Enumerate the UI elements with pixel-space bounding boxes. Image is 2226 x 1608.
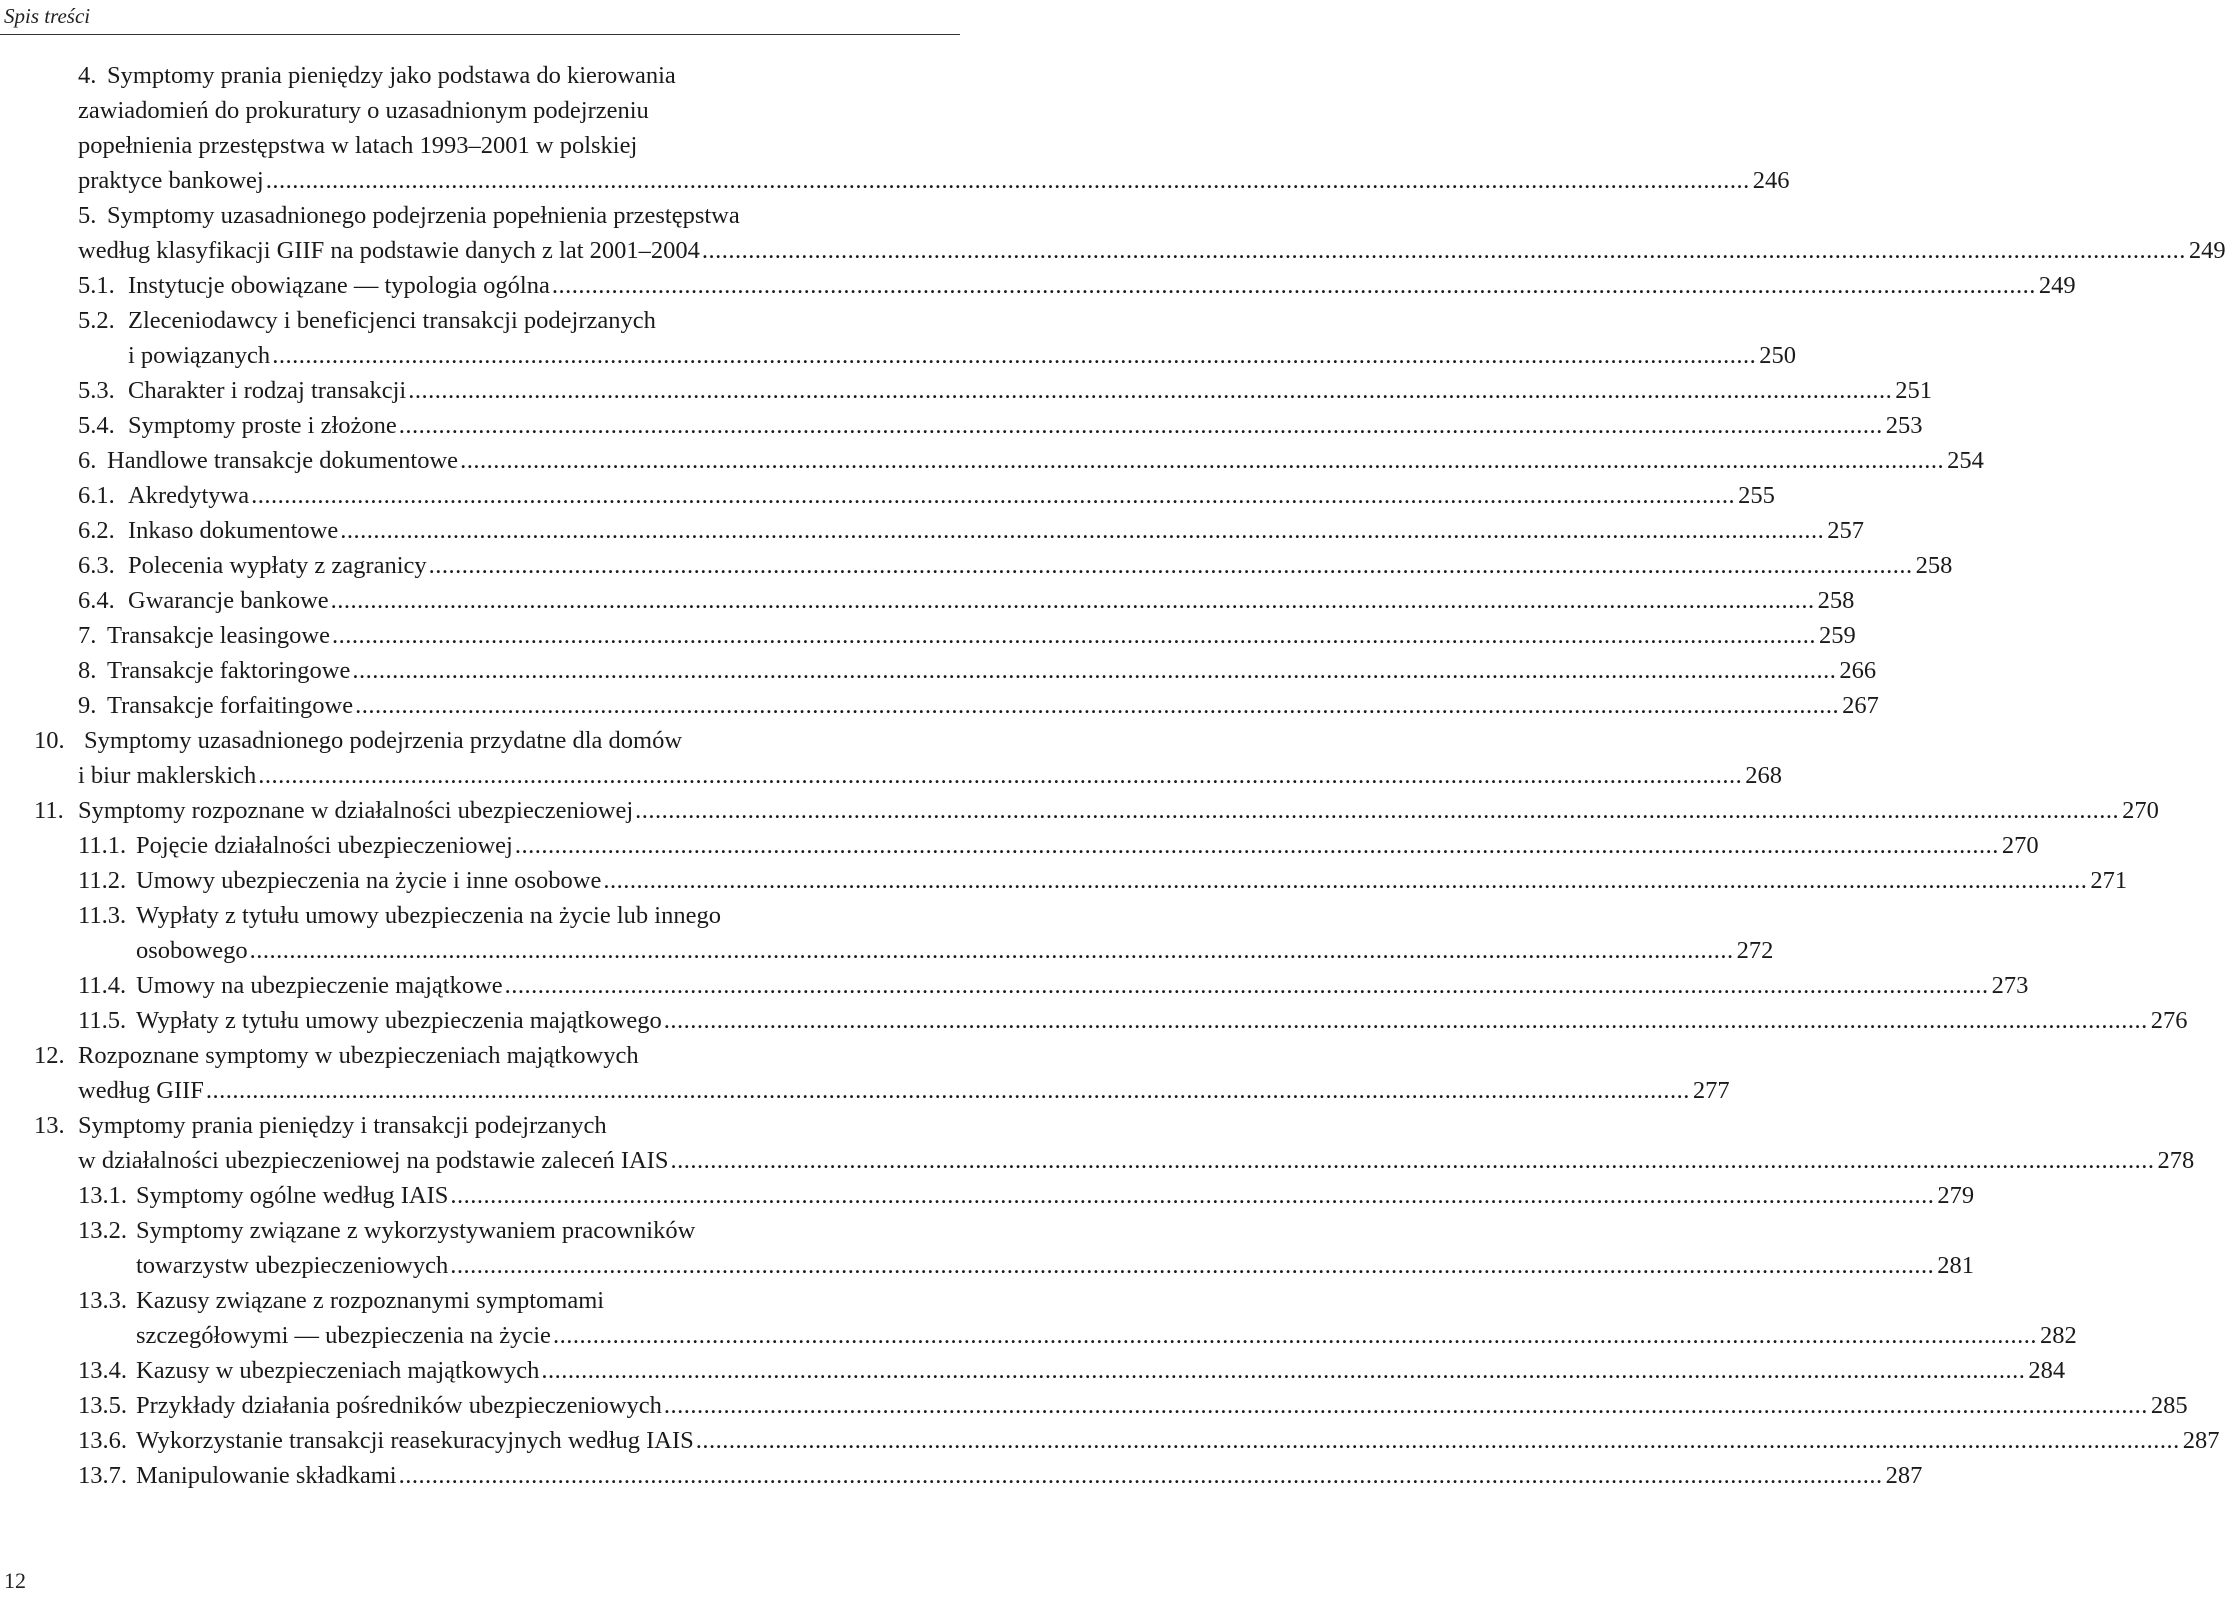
page-number: 12 bbox=[4, 1568, 26, 1593]
toc-line bbox=[0, 303, 960, 338]
toc-entry-title: Wypłaty z tytułu umowy ubezpieczenia na życie lub innego bbox=[136, 902, 721, 929]
toc-entry-title: Symptomy proste i złożone bbox=[128, 412, 397, 439]
toc-entry-title: w działalności ubezpieczeniowej na podstawie zaleceń IAIS bbox=[78, 1147, 669, 1174]
toc-line bbox=[0, 408, 1923, 443]
toc-page-number[interactable]: 254 bbox=[1947, 447, 1984, 474]
toc-entry-title: Inkaso dokumentowe bbox=[128, 517, 339, 544]
toc-line bbox=[0, 1458, 1923, 1493]
toc-page-number[interactable]: 268 bbox=[1745, 762, 1783, 789]
toc-line bbox=[0, 653, 1877, 688]
toc-entry-number: 13.7. bbox=[78, 1462, 127, 1489]
toc-leader-dots bbox=[266, 163, 1750, 198]
toc-line bbox=[0, 1038, 960, 1073]
toc-entry-number: 13.3. bbox=[78, 1287, 127, 1314]
toc-page-number[interactable]: 258 bbox=[1817, 587, 1855, 614]
toc-entry-number: 7. bbox=[78, 622, 97, 649]
toc-entry-number: 5.3. bbox=[78, 377, 115, 404]
toc-line bbox=[0, 618, 1856, 653]
toc-leader-dots bbox=[352, 653, 1836, 688]
toc-line bbox=[0, 968, 2029, 1003]
toc-leader-dots bbox=[250, 933, 1734, 968]
toc-entry-number: 13.4. bbox=[78, 1357, 127, 1384]
toc-entry-number: 5.4. bbox=[78, 412, 115, 439]
toc-line bbox=[0, 373, 1932, 408]
toc-leader-dots bbox=[399, 408, 1883, 443]
toc-entry-number: 11. bbox=[34, 797, 64, 824]
toc-line bbox=[0, 268, 2076, 303]
toc-entry-number: 13.2. bbox=[78, 1217, 127, 1244]
toc-entry-title: Rozpoznane symptomy w ubezpieczeniach majątkowych bbox=[78, 1042, 639, 1069]
toc-leader-dots bbox=[331, 583, 1815, 618]
toc-entry-title: Zleceniodawcy i beneficjenci transakcji podejrzanych bbox=[128, 307, 656, 334]
toc-line bbox=[0, 233, 2226, 268]
toc-line bbox=[0, 863, 2128, 898]
toc-line bbox=[0, 1143, 2195, 1178]
toc-entry-number: 4. bbox=[78, 62, 97, 89]
toc-entry-number: 5. bbox=[78, 202, 97, 229]
toc-entry-title: Kazusy związane z rozpoznanymi symptomami bbox=[136, 1287, 605, 1314]
toc-leader-dots bbox=[408, 373, 1892, 408]
toc-leader-dots bbox=[206, 1073, 1690, 1108]
toc-entry-title: Transakcje faktoringowe bbox=[107, 657, 351, 684]
toc-leader-dots bbox=[450, 1178, 1934, 1213]
toc-line bbox=[0, 723, 960, 758]
toc-page-number[interactable]: 270 bbox=[2001, 832, 2039, 859]
toc-entry-number: 5.1. bbox=[78, 272, 115, 299]
toc-page-number[interactable]: 251 bbox=[1895, 377, 1932, 404]
toc-entry-number: 6.1. bbox=[78, 482, 115, 509]
toc-line bbox=[0, 1353, 2066, 1388]
toc-entry-number: 6.4. bbox=[78, 587, 115, 614]
toc-entry-title: Handlowe transakcje dokumentowe bbox=[107, 447, 459, 474]
header-rule bbox=[0, 34, 960, 35]
toc-line bbox=[0, 1003, 2188, 1038]
toc-page-number[interactable]: 249 bbox=[2038, 272, 2076, 299]
toc-leader-dots bbox=[258, 758, 1742, 793]
toc-entry-title: Transakcje leasingowe bbox=[107, 622, 330, 649]
toc-entry-number: 11.5. bbox=[78, 1007, 127, 1034]
toc-line bbox=[0, 898, 960, 933]
toc-entry-title: Transakcje forfaitingowe bbox=[107, 692, 354, 719]
toc-page-number[interactable]: 249 bbox=[2188, 237, 2226, 264]
toc-entry-number: 13. bbox=[34, 1112, 65, 1139]
toc-page-number[interactable]: 250 bbox=[1759, 342, 1796, 369]
toc-page-number[interactable]: 255 bbox=[1738, 482, 1775, 509]
toc-line bbox=[0, 58, 960, 93]
running-title: Spis treści bbox=[4, 4, 91, 28]
toc-leader-dots bbox=[399, 1458, 1883, 1493]
toc-entry-title: i powiązanych bbox=[128, 342, 271, 369]
toc-leader-dots bbox=[603, 863, 2087, 898]
toc-entry-title: Symptomy uzasadnionego podejrzenia przydatne dla domów bbox=[84, 727, 683, 754]
toc-page-number[interactable]: 266 bbox=[1839, 657, 1877, 684]
toc-entry-title: Umowy ubezpieczenia na życie i inne osobowe bbox=[136, 867, 602, 894]
toc-entry-number: 11.2. bbox=[78, 867, 127, 894]
toc-entry-title: praktyce bankowej bbox=[78, 167, 264, 194]
toc-entry-title: Instytucje obowiązane — typologia ogólna bbox=[128, 272, 550, 299]
toc-entry-number: 6. bbox=[78, 447, 97, 474]
toc-page-number[interactable]: 258 bbox=[1915, 552, 1953, 579]
toc-leader-dots bbox=[272, 338, 1756, 373]
toc-page-number[interactable]: 281 bbox=[1937, 1252, 1974, 1279]
toc-page-number[interactable]: 273 bbox=[1991, 972, 2029, 999]
toc-leader-dots bbox=[355, 688, 1839, 723]
toc-page-number[interactable]: 259 bbox=[1818, 622, 1856, 649]
toc-line bbox=[0, 583, 1855, 618]
toc-page-number[interactable]: 276 bbox=[2150, 1007, 2188, 1034]
toc-entry-title: Wypłaty z tytułu umowy ubezpieczenia majątkowego bbox=[136, 1007, 662, 1034]
toc-page-number[interactable]: 282 bbox=[2039, 1322, 2077, 1349]
toc-leader-dots bbox=[552, 268, 2036, 303]
toc-entry-number: 9. bbox=[78, 692, 97, 719]
toc-page-number[interactable]: 253 bbox=[1885, 412, 1923, 439]
toc-leader-dots bbox=[340, 513, 1824, 548]
toc-page-number[interactable]: 267 bbox=[1842, 692, 1879, 719]
toc-entry-title: Akredytywa bbox=[128, 482, 250, 509]
toc-leader-dots bbox=[696, 1423, 2180, 1458]
toc-entry-title: Manipulowanie składkami bbox=[136, 1462, 397, 1489]
toc-line bbox=[0, 758, 1783, 793]
toc-entry-title: Symptomy rozpoznane w działalności ubezpieczeniowej bbox=[78, 797, 634, 824]
toc-leader-dots bbox=[702, 233, 2186, 268]
toc-entry-number: 13.5. bbox=[78, 1392, 127, 1419]
toc-entry-number: 6.3. bbox=[78, 552, 115, 579]
toc-line bbox=[0, 198, 960, 233]
toc-entry-title: towarzystw ubezpieczeniowych bbox=[136, 1252, 449, 1279]
toc-entry-title: Charakter i rodzaj transakcji bbox=[128, 377, 407, 404]
toc-leader-dots bbox=[450, 1248, 1934, 1283]
toc-entry-number: 11.3. bbox=[78, 902, 127, 929]
toc-leader-dots bbox=[460, 443, 1944, 478]
toc-entry-number: 5.2. bbox=[78, 307, 115, 334]
toc-entry-title: Symptomy prania pieniędzy i transakcji podejrzanych bbox=[78, 1112, 607, 1139]
toc-line bbox=[0, 1108, 960, 1143]
toc-line bbox=[0, 1073, 1730, 1108]
toc-line bbox=[0, 793, 2159, 828]
toc-entry-title: Wykorzystanie transakcji reasekuracyjnych według IAIS bbox=[136, 1427, 694, 1454]
toc-leader-dots bbox=[332, 618, 1816, 653]
toc-entry-number: 8. bbox=[78, 657, 97, 684]
toc-line bbox=[0, 548, 1953, 583]
toc-page-number[interactable]: 287 bbox=[1885, 1462, 1923, 1489]
toc-line bbox=[0, 1283, 960, 1318]
toc-entry-title: Przykłady działania pośredników ubezpieczeniowych bbox=[136, 1392, 662, 1419]
toc-leader-dots bbox=[505, 968, 1989, 1003]
toc-entry-number: 13.1. bbox=[78, 1182, 127, 1209]
toc-line bbox=[0, 128, 960, 163]
toc-leader-dots bbox=[635, 793, 2119, 828]
toc-entry-title: według GIIF bbox=[78, 1077, 204, 1104]
toc-entry-title: Symptomy ogólne według IAIS bbox=[136, 1182, 449, 1209]
toc-entry-number: 10. bbox=[34, 727, 65, 754]
table-of-contents bbox=[0, 58, 2226, 1493]
toc-line bbox=[0, 478, 1775, 513]
toc-page-number[interactable]: 278 bbox=[2157, 1147, 2195, 1174]
toc-page-number[interactable]: 246 bbox=[1752, 167, 1790, 194]
toc-entry-number: 12. bbox=[34, 1042, 65, 1069]
toc-page-number[interactable]: 271 bbox=[2090, 867, 2128, 894]
toc-page-number[interactable]: 284 bbox=[2028, 1357, 2066, 1384]
toc-line bbox=[0, 163, 1790, 198]
toc-page-number[interactable]: 287 bbox=[2182, 1427, 2220, 1454]
toc-entry-title: Symptomy związane z wykorzystywaniem pracowników bbox=[136, 1217, 696, 1244]
toc-line bbox=[0, 513, 1864, 548]
toc-leader-dots bbox=[515, 828, 1999, 863]
toc-entry-title: popełnienia przestępstwa w latach 1993–2001 w polskiej bbox=[78, 132, 638, 159]
toc-entry-title: zawiadomień do prokuratury o uzasadnionym podejrzeniu bbox=[78, 97, 649, 124]
toc-leader-dots bbox=[664, 1388, 2148, 1423]
toc-leader-dots bbox=[670, 1143, 2154, 1178]
toc-entry-title: osobowego bbox=[136, 937, 248, 964]
toc-line bbox=[0, 443, 1984, 478]
toc-page-number[interactable]: 279 bbox=[1937, 1182, 1975, 1209]
toc-entry-number: 11.4. bbox=[78, 972, 127, 999]
toc-line bbox=[0, 1388, 2188, 1423]
toc-line bbox=[0, 688, 1879, 723]
toc-line bbox=[0, 93, 960, 128]
toc-entry-title: Kazusy w ubezpieczeniach majątkowych bbox=[136, 1357, 540, 1384]
toc-entry-title: według klasyfikacji GIIF na podstawie danych z lat 2001–2004 bbox=[78, 237, 700, 264]
toc-line bbox=[0, 1213, 960, 1248]
toc-entry-title: Symptomy uzasadnionego podejrzenia popełnienia przestępstwa bbox=[107, 202, 740, 229]
toc-entry-title: i biur maklerskich bbox=[78, 762, 257, 789]
toc-page-number[interactable]: 277 bbox=[1692, 1077, 1730, 1104]
toc-leader-dots bbox=[541, 1353, 2025, 1388]
toc-leader-dots bbox=[429, 548, 1913, 583]
toc-line bbox=[0, 1178, 1975, 1213]
toc-leader-dots bbox=[251, 478, 1735, 513]
toc-line bbox=[0, 338, 1796, 373]
toc-entry-title: Symptomy prania pieniędzy jako podstawa do kierowania bbox=[107, 62, 676, 89]
toc-line bbox=[0, 828, 2039, 863]
toc-entry-number: 13.6. bbox=[78, 1427, 127, 1454]
toc-line bbox=[0, 1318, 2077, 1353]
toc-entry-number: 11.1. bbox=[78, 832, 127, 859]
toc-entry-title: Umowy na ubezpieczenie majątkowe bbox=[136, 972, 503, 999]
toc-entry-number: 6.2. bbox=[78, 517, 115, 544]
toc-line bbox=[0, 1248, 1974, 1283]
toc-leader-dots bbox=[664, 1003, 2148, 1038]
toc-page-number[interactable]: 272 bbox=[1736, 937, 1774, 964]
toc-leader-dots bbox=[553, 1318, 2037, 1353]
toc-entry-title: Gwarancje bankowe bbox=[128, 587, 329, 614]
toc-entry-title: Pojęcie działalności ubezpieczeniowej bbox=[136, 832, 513, 859]
toc-entry-title: szczegółowymi — ubezpieczenia na życie bbox=[136, 1322, 551, 1349]
toc-page-number[interactable]: 285 bbox=[2150, 1392, 2188, 1419]
toc-entry-title: Polecenia wypłaty z zagranicy bbox=[128, 552, 427, 579]
toc-line bbox=[0, 1423, 2220, 1458]
toc-line bbox=[0, 933, 1774, 968]
toc-page-number[interactable]: 257 bbox=[1827, 517, 1864, 544]
toc-page-number[interactable]: 270 bbox=[2122, 797, 2159, 824]
